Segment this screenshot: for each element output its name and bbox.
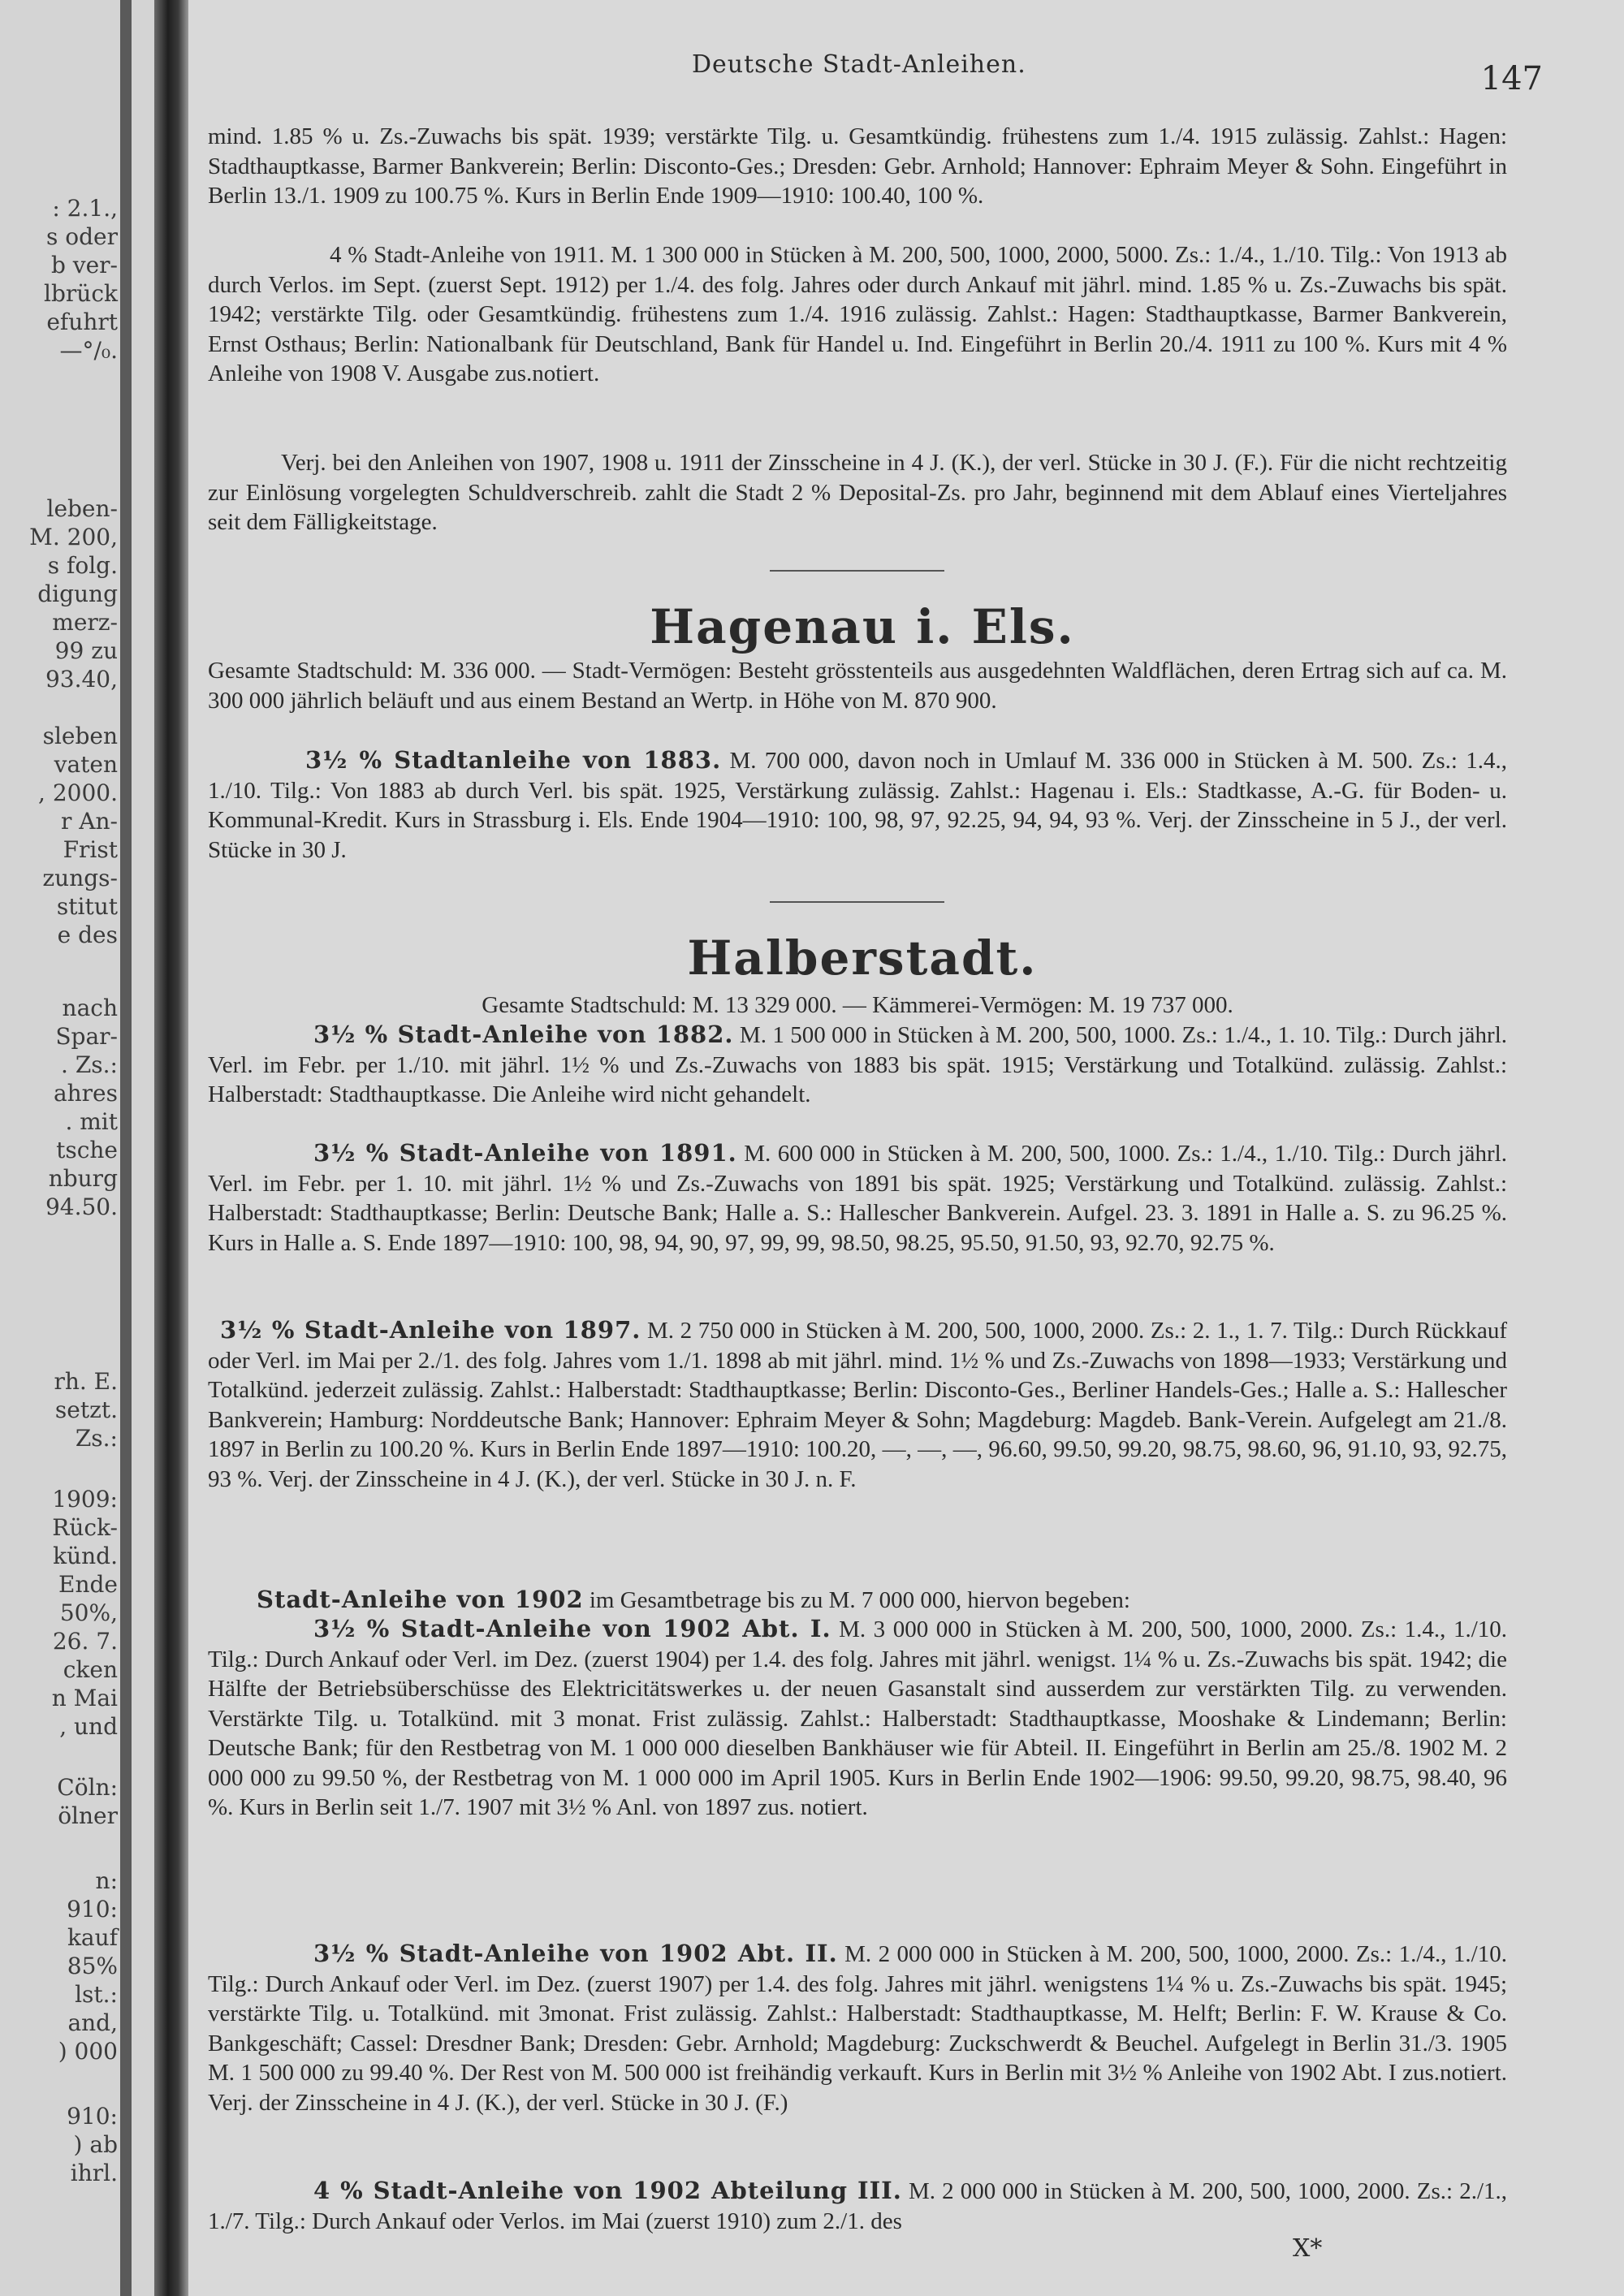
left-margin-fragment: Ende	[58, 1571, 118, 1598]
left-margin-fragment: stitut	[56, 893, 118, 920]
left-margin-fragment: lbrück	[44, 280, 118, 307]
left-margin-fragment: setzt.	[54, 1396, 118, 1423]
left-margin-fragment: nburg	[48, 1165, 118, 1192]
loan-text: M. 700 000, davon noch in Umlauf M. 336 000 in Stücken à M. 500. Zs.: 1.4., 1./10. Tilg.: Von 1883 ab durch Verl. bis spät. 1925, Verstärkung zulässig. Zahlst.: Hagenau i. Els.: Stadtkasse, A.-G. für Boden- u. Kommunal-Kredit. Kurs in Strassburg i. Els. Ende 1904—1910: 100, 98, 97, 92.25, 94, 94, 93 %. Verj. der Zinsscheine in 5 J., der verl. Stücke in 30 J.	[208, 748, 1507, 863]
left-margin-fragment: 910:	[67, 1896, 118, 1923]
left-margin-fragment: 85%	[67, 1953, 118, 1979]
left-margin-fragment: , 2000.	[38, 779, 118, 806]
left-margin-fragment: Frist	[63, 836, 118, 863]
section-divider	[770, 901, 944, 903]
loan-text: im Gesamtbetrage bis zu M. 7 000 000, hiervon begeben:	[589, 1587, 1130, 1613]
halberstadt-loan-1902-intro	[208, 1585, 1507, 1616]
halberstadt-loan-1902-abt-1	[208, 1614, 1507, 1823]
loan-heading: 3½ % Stadt-Anleihe von 1897.	[220, 1316, 641, 1344]
halberstadt-loan-1902-abt-2	[208, 1939, 1507, 2117]
halberstadt-summary: Gesamte Stadtschuld: M. 13 329 000. — Kämmerei-Vermögen: M. 19 737 000.	[482, 992, 1233, 1018]
left-margin-fragment: 910:	[67, 2103, 118, 2130]
section-title-halberstadt: Halberstadt.	[687, 930, 1038, 986]
loan-heading: 3½ % Stadtanleihe von 1883.	[305, 746, 722, 774]
left-margin-fragment: . mit	[65, 1108, 118, 1135]
left-margin-fragment: zungs-	[42, 865, 118, 891]
left-margin-fragment: sleben	[42, 723, 118, 749]
hagenau-summary: Gesamte Stadtschuld: M. 336 000. — Stadt-Vermögen: Besteht grösstenteils aus ausgedehnten Waldflächen, deren Ertrag sich auf ca. M. 300 000 jährlich beläuft und aus einem Bestand an Wertp. in Höhe von M. 870 900.	[208, 658, 1507, 714]
left-margin-fragment: 94.50.	[45, 1193, 118, 1220]
left-margin-fragment: ihrl.	[70, 2160, 118, 2186]
page-number: 147	[1480, 60, 1543, 97]
section-title-hagenau: Hagenau i. Els.	[650, 599, 1075, 654]
left-margin-fragment: nach	[62, 995, 118, 1021]
left-margin-fragment: ahres	[53, 1080, 118, 1107]
left-margin-fragment: 26. 7.	[52, 1628, 118, 1655]
left-margin-fragment: Cöln:	[57, 1774, 118, 1801]
left-margin-fragment: s oder	[45, 223, 118, 250]
left-margin-fragment: —°/₀.	[59, 337, 118, 364]
left-margin-fragment: 1909:	[52, 1486, 118, 1513]
left-margin-fragment: 50%,	[59, 1599, 118, 1626]
left-margin-fragment: n:	[95, 1867, 118, 1894]
left-margin-fragment: M. 200,	[29, 524, 118, 550]
left-margin-fragment: kauf	[67, 1924, 118, 1951]
left-margin-fragment: and,	[67, 2009, 118, 2036]
left-margin-fragment: 93.40,	[45, 666, 118, 693]
left-margin-fragment: n Mai	[51, 1685, 118, 1711]
running-title: Deutsche Stadt-Anleihen.	[692, 50, 1026, 79]
left-margin-fragment: vaten	[54, 751, 118, 778]
loan-text: M. 3 000 000 in Stücken à M. 200, 500, 1000, 2000. Zs.: 1.4., 1./10. Tilg.: Durch Ankauf oder Verl. im Dez. (zuerst 1904) per 1.4. des folg. Jahres mit jährl. wenigst. 1¼ % u. Zs.-Zuwachs bis spät. 1942; die Hälfte der Betriebsüberschüsse des Elektricitätswerkes u. der neuen Gasanstalt sind ausserdem zur verstärkten Tilg. zu verwenden. Verstärkte Tilg. u. Totalkünd. mit 3 monat. Frist zulässig. Zahlst.: Halberstadt: Stadthauptkasse, Mooshake & Lindemann; Berlin: Deutsche Bank; für den Restbetrag von M. 1 000 000 dieselben Bankhäuser wie für Abteil. II. Eingeführt in Berlin am 25./8. 1902 M. 2 000 000 zu 99.50 %, der Restbetrag von M. 1 000 000 im April 1905. Kurs in Berlin Ende 1902—1906: 99.50, 99.20, 98.75, 98.40, 96 %. Kurs in Berlin seit 1./7. 1907 mit 3½ % Anl. von 1897 zus. notiert.	[208, 1616, 1508, 1820]
document-page	[188, 0, 1624, 2296]
left-margin-fragment: . Zs.:	[61, 1051, 118, 1078]
loan-text: M. 2 000 000 in Stücken à M. 200, 500, 1000, 2000. Zs.: 2./1., 1./7. Tilg.: Durch Ankauf oder Verlos. im Mai (zuerst 1910) zum 2./1. des	[208, 2178, 1508, 2234]
left-margin-fragment: ölner	[58, 1802, 118, 1829]
page-gutter-shadow	[120, 0, 132, 2296]
loan-text: M. 1 500 000 in Stücken à M. 200, 500, 1000. Zs.: 1./4., 1. 10. Tilg.: Durch jährl. Verl. im Febr. per 1./10. mit jährl. 1½ % und Zs.-Zuwachs von 1883 bis spät. 1915; Verstärkung und Totalkünd. zulässig. Zahlst.: Halberstadt: Stadthauptkasse. Die Anleihe wird nicht gehandelt.	[208, 1022, 1508, 1107]
halberstadt-loan-1897	[208, 1315, 1507, 1494]
left-margin-fragment: digung	[37, 580, 118, 607]
left-margin-fragment: 99 zu	[54, 637, 118, 664]
left-margin-fragment: cken	[63, 1656, 118, 1683]
left-margin-fragment: tsche	[56, 1137, 118, 1163]
paragraph-loan-1911: 4 % Stadt-Anleihe von 1911. M. 1 300 000 in Stücken à M. 200, 500, 1000, 2000, 5000. Zs.: 1./4., 1./10. Tilg.: Von 1913 ab durch Verlos. im Sept. (zuerst Sept. 1912) per 1./4. des folg. Jahres oder durch Ankauf mit jährl. mind. 1.85 % u. Zs.-Zuwachs bis spät. 1942; verstärkte Tilg. oder Gesamtkündig. frühestens zum 1./4. 1916 zulässig. Zahlst.: Hagen: Stadthauptkasse, Barmer Bankverein, Ernst Osthaus; Berlin: Nationalbank für Deutschland, Bank für Handel u. Ind. Eingeführt in Berlin 20./4. 1911 zu 100 %. Kurs mit 4 % Anleihe von 1908 V. Ausgabe zus.notiert.	[208, 242, 1507, 386]
loan-heading: 3½ % Stadt-Anleihe von 1902 Abt. II.	[313, 1940, 838, 1967]
hagenau-loan-1883	[208, 745, 1507, 865]
halberstadt-loan-1902-abt-3	[208, 2176, 1507, 2236]
paragraph-continuation: mind. 1.85 % u. Zs.-Zuwachs bis spät. 1939; verstärkte Tilg. u. Gesamtkündig. frühestens zum 1./4. 1915 zulässig. Zahlst.: Hagen: Stadthauptkasse, Barmer Bankverein; Berlin: Disconto-Ges.; Dresden: Gebr. Arnhold; Hannover: Ephraim Meyer & Sohn. Eingeführt in Berlin 13./1. 1909 zu 100.75 %. Kurs in Berlin Ende 1909—1910: 100.40, 100 %.	[208, 123, 1507, 209]
left-margin-fragment: e des	[57, 921, 118, 948]
left-margin-fragment: r An-	[61, 808, 118, 835]
left-margin-fragment: lst.:	[75, 1981, 118, 2008]
halberstadt-loan-1882	[208, 1020, 1507, 1110]
loan-heading: 3½ % Stadt-Anleihe von 1891.	[313, 1139, 737, 1167]
left-margin-fragment: Spar-	[55, 1023, 118, 1050]
loan-heading: 3½ % Stadt-Anleihe von 1902 Abt. I.	[313, 1615, 831, 1642]
left-margin-fragment: ) ab	[73, 2131, 118, 2158]
loan-heading: 3½ % Stadt-Anleihe von 1882.	[313, 1021, 734, 1048]
halberstadt-loan-1891	[208, 1138, 1507, 1258]
left-margin-fragment: b ver-	[50, 252, 118, 278]
left-margin-fragment: leben-	[46, 495, 118, 522]
loan-text: M. 2 750 000 in Stücken à M. 200, 500, 1000, 2000. Zs.: 2. 1., 1. 7. Tilg.: Durch Rückkauf oder Verl. im Mai per 2./1. des folg. Jahres vom 1./1. 1898 ab mit jährl. mind. 1½ % und Zs.-Zuwachs von 1898—1933; Verstärkung und Totalkünd. jederzeit zulässig. Zahlst.: Halberstadt: Stadthauptkasse; Berlin: Disconto-Ges., Berliner Handels-Ges.; Halle a. S.: Hallescher Bankverein; Hamburg: Norddeutsche Bank; Hannover: Ephraim Meyer & Sohn; Magdeburg: Magdeb. Bank-Verein. Aufgelegt am 21./8. 1897 in Berlin zu 100.20 %. Kurs in Berlin Ende 1897—1910: 100.20, —, —, —, 96.60, 99.50, 99.20, 98.75, 98.60, 96, 91.10, 93, 92.75, 93 %. Verj. der Zinsscheine in 4 J. (K.), der verl. Stücke in 30 J. n. F.	[208, 1318, 1508, 1492]
loan-text: M. 600 000 in Stücken à M. 200, 500, 1000. Zs.: 1./4., 1./10. Tilg.: Durch jährl. Verl. im Febr. per 1. 10. mit jährl. 1½ % und Zs.-Zuwachs von 1891 bis spät. 1925; Verstärkung und Totalkünd. zulässig. Zahlst.: Halberstadt: Stadthauptkasse; Berlin: Deutsche Bank; Halle a. S.: Hallescher Bankverein. Aufgel. 23. 3. 1891 in Halle a. S. zu 96.25 %. Kurs in Halle a. S. Ende 1897—1910: 100, 98, 94, 90, 97, 99, 99, 98.50, 98.25, 95.50, 91.50, 93, 92.70, 92.75 %.	[208, 1141, 1507, 1256]
left-margin-fragment: : 2.1.,	[52, 195, 118, 222]
left-margin-fragment: Rück-	[52, 1514, 118, 1541]
left-margin-fragment: , und	[59, 1713, 118, 1740]
left-margin-fragment: Zs.:	[75, 1425, 118, 1452]
section-divider	[770, 570, 944, 572]
left-margin-fragment: rh. E.	[54, 1368, 118, 1395]
paragraph-verjaehrung: Verj. bei den Anleihen von 1907, 1908 u. 1911 der Zinsscheine in 4 J. (K.), der verl. Stücke in 30 J. (F.). Für die nicht rechtzeitig zur Einlösung vorgelegten Schuldverschreib. zahlt die Stadt 2 % Deposital-Zs. pro Jahr, beginnend mit dem Ablauf eines Vierteljahres seit dem Fälligkeitstage.	[208, 450, 1507, 535]
page-gutter	[154, 0, 188, 2296]
left-margin-fragment: ) 000	[58, 2038, 118, 2065]
loan-heading: Stadt-Anleihe von 1902	[257, 1586, 584, 1613]
signature-mark: X*	[1293, 2234, 1323, 2263]
loan-text: M. 2 000 000 in Stücken à M. 200, 500, 1000, 2000. Zs.: 1./4., 1./10. Tilg.: Durch Ankauf oder Verl. im Dez. (zuerst 1907) per 1.4. des folg. Jahres mit jährl. wenigstens 1¼ % u. Zs.-Zuwachs bis spät. 1945; verstärkte Tilg. u. Totalkünd. mit 3monat. Frist zulässig. Zahlst.: Halberstadt: Stadthauptkasse, M. Helft; Berlin: F. W. Krause & Co. Bankgeschäft; Cassel: Dresdner Bank; Dresden: Gebr. Arnhold; Magdeburg: Zuckschwerdt & Beuchel. Aufgelegt in Berlin 31./3. 1905 M. 1 500 000 zu 99.40 %. Der Rest von M. 500 000 ist freihändig verkauft. Kurs in Berlin mit 3½ % Anleihe von 1902 Abt. I zus.notiert. Verj. der Zinsscheine in 4 J. (K.), der verl. Stücke in 30 J. (F.)	[208, 1941, 1507, 2116]
loan-heading: 4 % Stadt-Anleihe von 1902 Abteilung III.	[313, 2177, 902, 2204]
left-margin-fragment: merz-	[52, 609, 118, 636]
left-margin-fragment: künd.	[53, 1543, 118, 1569]
left-margin-fragment: s folg.	[47, 552, 118, 579]
left-margin-fragment: efuhrt	[46, 309, 118, 335]
